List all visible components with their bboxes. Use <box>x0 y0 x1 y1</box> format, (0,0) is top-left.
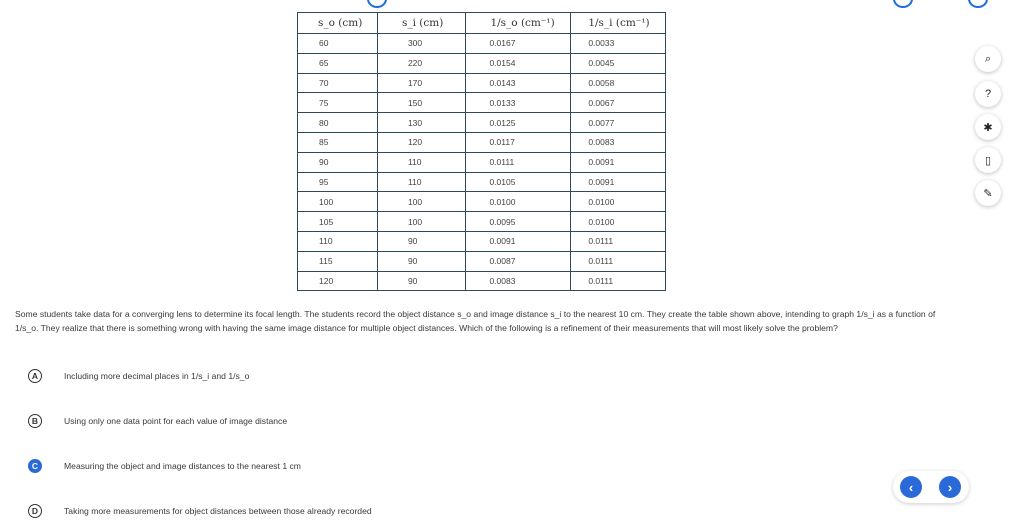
table-cell: 0.0058 <box>571 73 666 93</box>
table-row <box>298 34 666 54</box>
option-b[interactable] <box>28 413 287 429</box>
table-cell: 100 <box>377 212 465 232</box>
table-cell: 85 <box>298 132 378 152</box>
settings-icon[interactable]: ✱ <box>975 114 1001 140</box>
table-cell: 110 <box>377 172 465 192</box>
option-c[interactable] <box>28 458 301 474</box>
option-d[interactable] <box>28 503 372 519</box>
top-circle-icon <box>367 0 387 8</box>
table-cell: 0.0077 <box>571 113 666 133</box>
table-cell: 80 <box>298 113 378 133</box>
table-row <box>298 73 666 93</box>
table-cell: 0.0095 <box>466 212 571 232</box>
column-header: s_o (cm) <box>298 13 378 34</box>
table-cell: 0.0111 <box>571 271 666 291</box>
option-letter: D <box>28 504 42 518</box>
table-row <box>298 93 666 113</box>
table-cell: 0.0091 <box>571 152 666 172</box>
table-cell: 0.0091 <box>466 231 571 251</box>
table-row <box>298 53 666 73</box>
table-cell: 0.0100 <box>571 212 666 232</box>
table-cell: 150 <box>377 93 465 113</box>
table-header-row <box>298 13 666 34</box>
bookmark-icon[interactable]: ▯ <box>975 147 1001 173</box>
table-row <box>298 132 666 152</box>
table-cell: 90 <box>298 152 378 172</box>
table-cell: 115 <box>298 251 378 271</box>
table-cell: 0.0154 <box>466 53 571 73</box>
table-cell: 0.0105 <box>466 172 571 192</box>
table-cell: 0.0143 <box>466 73 571 93</box>
table-cell: 0.0045 <box>571 53 666 73</box>
option-letter: A <box>28 369 42 383</box>
table-cell: 105 <box>298 212 378 232</box>
table-cell: 170 <box>377 73 465 93</box>
table-cell: 0.0083 <box>466 271 571 291</box>
table-cell: 0.0087 <box>466 251 571 271</box>
table-cell: 130 <box>377 113 465 133</box>
table-cell: 120 <box>377 132 465 152</box>
table-cell: 95 <box>298 172 378 192</box>
table-row <box>298 251 666 271</box>
navigation-controls <box>893 471 969 503</box>
table-cell: 65 <box>298 53 378 73</box>
table-cell: 0.0167 <box>466 34 571 54</box>
table-cell: 300 <box>377 34 465 54</box>
table-cell: 0.0125 <box>466 113 571 133</box>
table-cell: 120 <box>298 271 378 291</box>
table-cell: 100 <box>377 192 465 212</box>
table-cell: 0.0111 <box>571 251 666 271</box>
data-table <box>297 12 666 291</box>
table-cell: 110 <box>377 152 465 172</box>
table-cell: 75 <box>298 93 378 113</box>
table-cell: 90 <box>377 251 465 271</box>
table-cell: 0.0111 <box>571 231 666 251</box>
table-row <box>298 152 666 172</box>
table-row <box>298 212 666 232</box>
option-text: Using only one data point for each value of image distance <box>64 416 288 426</box>
table-cell: 90 <box>377 271 465 291</box>
table-cell: 0.0033 <box>571 34 666 54</box>
table-cell: 70 <box>298 73 378 93</box>
pencil-icon[interactable]: ✎ <box>975 180 1001 206</box>
top-circle-icon <box>968 0 988 8</box>
table-cell: 0.0091 <box>571 172 666 192</box>
table-cell: 0.0117 <box>466 132 571 152</box>
table-cell: 0.0100 <box>466 192 571 212</box>
table-cell: 100 <box>298 192 378 212</box>
option-text: Taking more measurements for object distances between those already recorded <box>64 506 372 516</box>
table-row <box>298 231 666 251</box>
top-circle-icon <box>893 0 913 8</box>
table-row <box>298 113 666 133</box>
option-letter: C <box>28 459 42 473</box>
option-letter: B <box>28 414 42 428</box>
table-cell: 0.0083 <box>571 132 666 152</box>
table-row <box>298 172 666 192</box>
previous-button[interactable]: ‹ <box>900 476 922 498</box>
table-row <box>298 192 666 212</box>
table-cell: 0.0067 <box>571 93 666 113</box>
column-header: 1/s_i (cm⁻¹) <box>571 13 666 34</box>
table-cell: 60 <box>298 34 378 54</box>
option-text: Including more decimal places in 1/s_i and 1/s_o <box>64 371 250 381</box>
table-cell: 110 <box>298 231 378 251</box>
help-icon[interactable]: ? <box>975 81 1001 107</box>
question-text: Some students take data for a converging lens to determine its focal length. The students record the object distance s_o and image distance s_i to the nearest 10 cm. They create the table shown above, intending to graph 1/s_i as a function of 1/s_o. They realize that there is something wrong with having the same image distance for multiple object distances. Which of the following is a refinement of their measurements that will most likely solve the problem? <box>15 309 936 333</box>
option-text: Measuring the object and image distances to the nearest 1 cm <box>64 461 301 471</box>
table-cell: 220 <box>377 53 465 73</box>
column-header: s_i (cm) <box>377 13 465 34</box>
table-cell: 0.0100 <box>571 192 666 212</box>
next-button[interactable]: › <box>939 476 961 498</box>
column-header: 1/s_o (cm⁻¹) <box>466 13 571 34</box>
zoom-icon[interactable]: ⌕ <box>975 46 1001 72</box>
table-cell: 0.0111 <box>466 152 571 172</box>
table-cell: 90 <box>377 231 465 251</box>
option-a[interactable] <box>28 368 249 384</box>
table-row <box>298 271 666 291</box>
table-cell: 0.0133 <box>466 93 571 113</box>
